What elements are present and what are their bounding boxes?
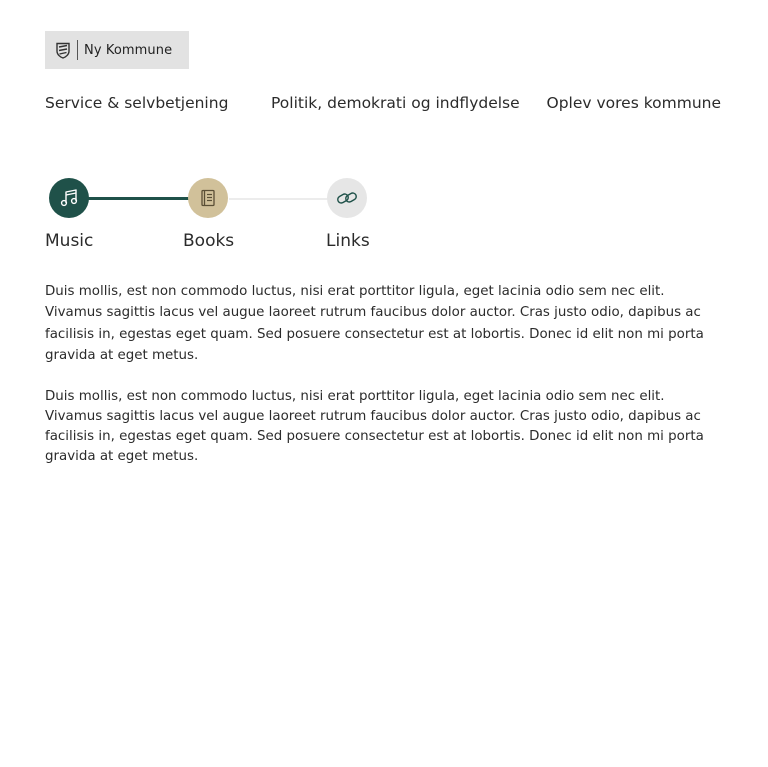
logo-text: Ny Kommune <box>84 42 173 58</box>
logo-divider <box>77 40 78 60</box>
body-paragraph: Duis mollis, est non commodo luctus, nisi erat porttitor ligula, eget lacinia odio sem nec elit. Vivamus sagittis lacus vel augue laoreet rutrum faucibus dolor auctor. Cras justo odio, dapibus ac facilisis in, egestas eget quam. Sed posuere consectetur est at lobortis. Donec id elit non mi porta gravida at eget metus. <box>45 284 704 363</box>
body-paragraph: Duis mollis, est non commodo luctus, nisi erat porttitor ligula, eget lacinia odio sem nec elit. Vivamus sagittis lacus vel augue laoreet rutrum faucibus dolor auctor. Cras justo odio, dapibus ac facilisis in, egestas eget quam. Sed posuere consectetur est at lobortis. Donec id elit non mi porta gravida at eget metus. <box>45 389 704 464</box>
step-label-links: Links <box>326 231 370 251</box>
site-logo[interactable] <box>45 31 189 69</box>
nav-item-service[interactable]: Service & selvbetjening <box>45 94 229 112</box>
stepper-track-upcoming <box>229 198 329 200</box>
book-icon <box>198 188 218 208</box>
step-music[interactable] <box>49 178 89 218</box>
step-label-books: Books <box>183 231 235 251</box>
step-links[interactable] <box>327 178 367 218</box>
shield-icon <box>55 41 71 59</box>
nav-item-politik[interactable]: Politik, demokrati og indflydelse <box>271 94 520 112</box>
music-note-icon <box>58 187 80 209</box>
stepper <box>45 177 385 257</box>
step-label-music: Music <box>45 231 94 251</box>
link-icon <box>335 187 359 209</box>
nav-item-oplev[interactable]: Oplev vores kommune <box>546 94 721 112</box>
step-books[interactable] <box>188 178 228 218</box>
stepper-track-completed <box>85 197 189 200</box>
main-navigation <box>45 94 725 116</box>
